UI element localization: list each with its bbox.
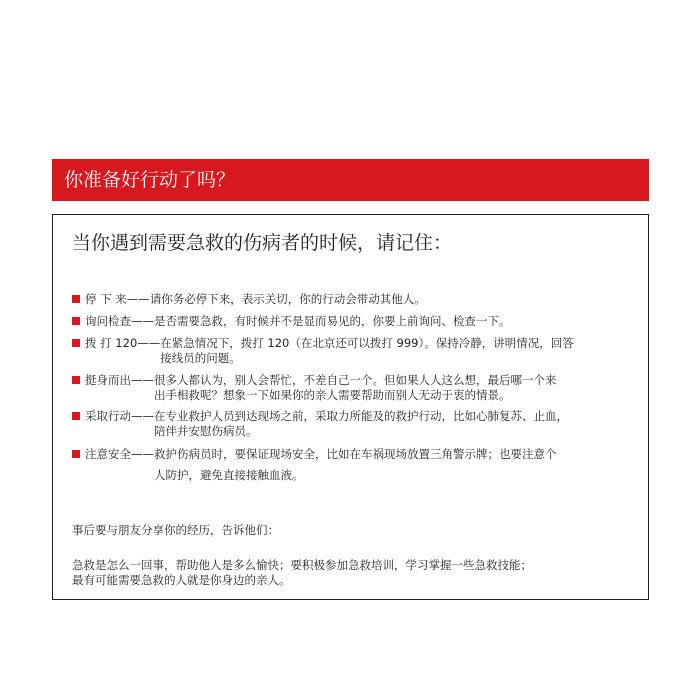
red-square-bullet-icon: [72, 339, 80, 347]
list-item-act: [72, 409, 642, 439]
item-description: 很多人都认为，别人会帮忙，不差自己一个。但如果人人这么想，最后哪一个来 出手相救呢？想象一下如果你的亲人需要帮助而别人无动于衷的情景。: [154, 373, 557, 402]
list-item-call: [72, 336, 642, 366]
item-term: 询问检查——: [85, 314, 154, 328]
item-description: 是否需要急救，有时候并不是显而易见的，你要上前询问、检查一下。: [154, 314, 511, 328]
list-item-safety: [72, 444, 642, 486]
item-description: 请你务必停下来，表示关切，你的行动会带动其他人。: [149, 292, 426, 306]
red-square-bullet-icon: [72, 317, 80, 325]
card-title: 当你遇到需要急救的伤病者的时候，请记住：: [72, 232, 453, 254]
footer-body: 急救是怎么一回事，帮助他人是多么愉快；要积极参加急救培训，学习掌握一些急救技能； 最有可能需要急救的人就是你身边的亲人。: [72, 558, 532, 587]
footer-intro: 事后要与朋友分享你的经历，告诉他们：: [72, 523, 279, 537]
list-item-check: [72, 314, 642, 329]
header-bar: [52, 159, 649, 201]
item-description: 救护伤病员时，要保证现场安全，比如在车祸现场放置三角警示牌；也要注意个 人防护，避免直接接触血液。: [154, 447, 557, 482]
red-square-bullet-icon: [72, 295, 80, 303]
item-description: 在紧急情况下，拨打 120（在北京还可以拨打 999）。保持冷静，讲明情况，回答 接线员的问题。: [160, 336, 574, 365]
item-term: 停 下 来——: [85, 292, 150, 306]
item-term: 采取行动——: [85, 409, 154, 423]
red-square-bullet-icon: [72, 376, 80, 384]
list-item-stop: [72, 292, 642, 307]
item-description: 在专业救护人员到达现场之前，采取力所能及的救护行动，比如心肺复苏、止血， 陪伴并安慰伤病员。: [154, 409, 568, 438]
item-term: 拨 打 120——: [85, 336, 161, 350]
item-term: 注意安全——: [85, 447, 154, 461]
list-item-step-up: [72, 373, 642, 403]
item-term: 挺身而出——: [85, 373, 154, 387]
header-title: 你准备好行动了吗？: [64, 169, 236, 191]
first-aid-card: [52, 214, 649, 600]
red-square-bullet-icon: [72, 412, 80, 420]
red-square-bullet-icon: [72, 450, 80, 458]
